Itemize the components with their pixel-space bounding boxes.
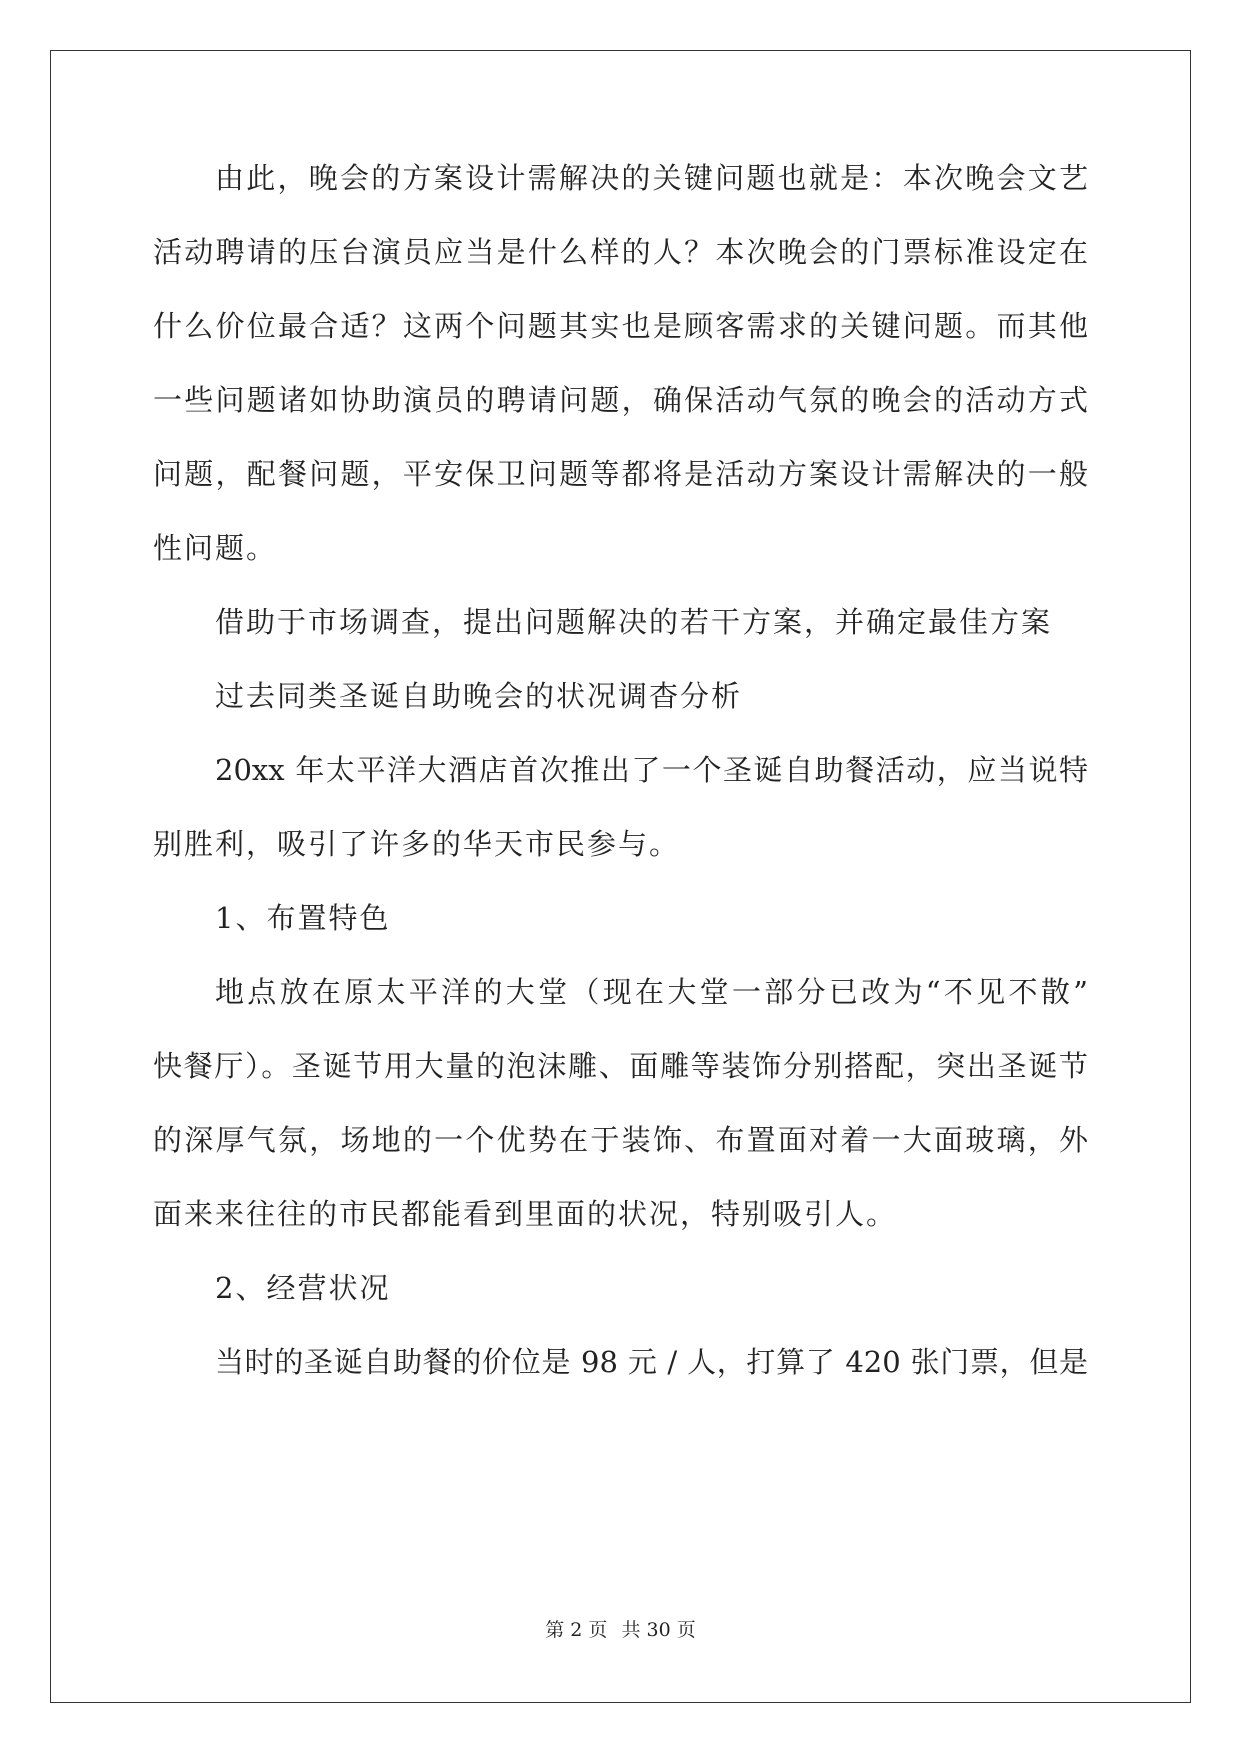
paragraph-line: 别胜利，吸引了许多的华天市民参与。 [153, 827, 681, 861]
page-number: 第 2 页 [545, 1619, 608, 1641]
section-heading: 2、经营状况 [215, 1271, 391, 1305]
total-pages: 共 30 页 [621, 1619, 696, 1641]
page-border [50, 50, 1191, 1703]
paragraph-line: 什么价位最合适？这两个问题其实也是顾客需求的关键问题。而其他 [153, 309, 1088, 343]
paragraph-line: 问题，配餐问题，平安保卫问题等都将是活动方案设计需解决的一般 [153, 457, 1088, 491]
paragraph-line: 由此，晚会的方案设计需解决的关键问题也就是：本次晚会文艺 [215, 161, 1088, 195]
paragraph-line: 地点放在原太平洋的大堂（现在大堂一部分已改为“不见不散” [215, 975, 1088, 1009]
paragraph-line: 当时的圣诞自助餐的价位是 98 元 / 人，打算了 420 张门票，但是 [215, 1345, 1088, 1379]
section-heading: 过去同类圣诞自助晚会的状况调杳分析 [215, 679, 743, 713]
paragraph-line: 20xx 年太平洋大酒店首次推出了一个圣诞自助餐活动，应当说特 [215, 753, 1088, 787]
paragraph-line: 性问题。 [153, 531, 278, 565]
paragraph-line: 活动聘请的压台演员应当是什么样的人？本次晚会的门票标准设定在 [153, 235, 1088, 269]
paragraph-line: 一些问题诸如协助演员的聘请问题，确保活动气氛的晚会的活动方式 [153, 383, 1088, 417]
paragraph-line: 面来来往往的市民都能看到里面的状况，特别吸引人。 [153, 1197, 898, 1231]
paragraph-line: 的深厚气氛，场地的一个优势在于装饰、布置面对着一大面玻璃，外 [153, 1123, 1088, 1157]
paragraph-line: 借助于市场调查，提出问题解决的若干方案，并确定最佳方案 [215, 605, 1053, 639]
page-footer [0, 1618, 1241, 1642]
section-heading: 1、布置特色 [215, 901, 391, 935]
paragraph-line: 快餐厅）。圣诞节用大量的泡沫雕、面雕等装饰分别搭配，突出圣诞节 [153, 1049, 1088, 1083]
